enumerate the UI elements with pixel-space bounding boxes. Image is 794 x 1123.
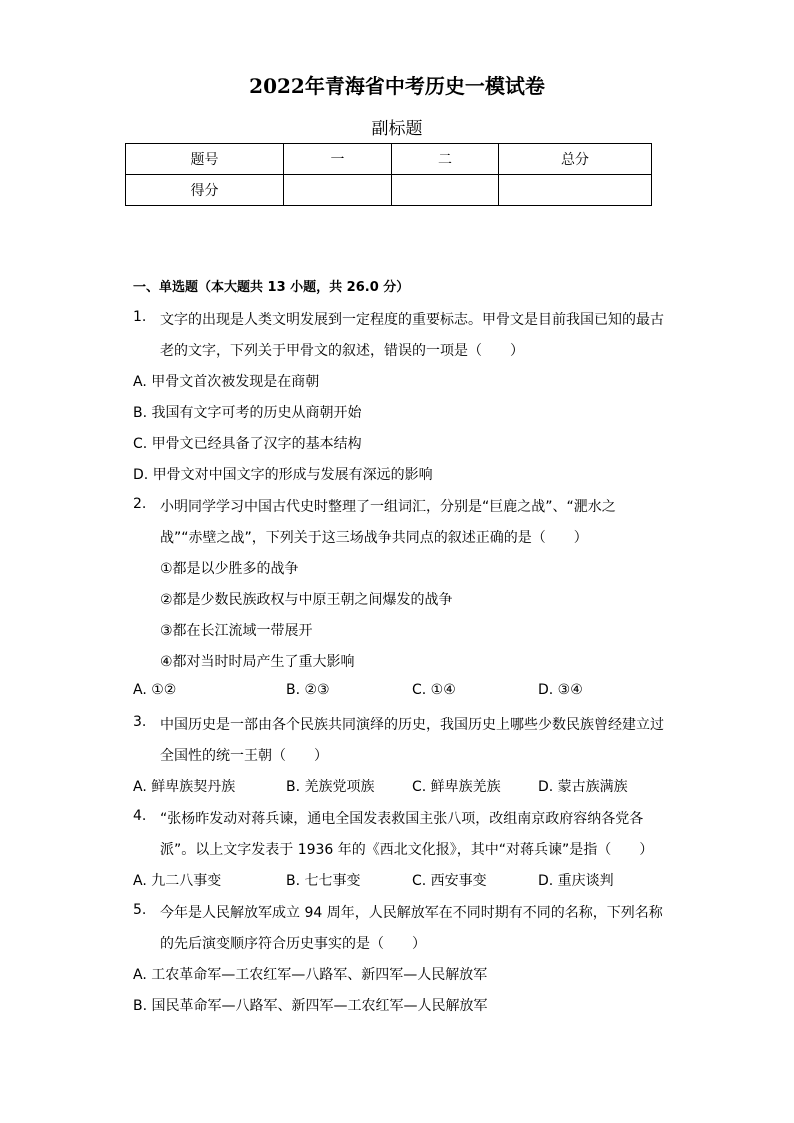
score-cell: 得分: [126, 175, 284, 206]
question-text: 全国性的统一王朝（ ）: [160, 748, 328, 764]
answer-option: A. 甲骨文首次被发现是在商朝: [133, 374, 320, 390]
score-cell: [499, 175, 652, 206]
question-text: 中国历史是一部由各个民族共同演绎的历史，我国历史上哪些少数民族曾经建立过: [160, 717, 664, 733]
question-number: 5.: [133, 902, 147, 918]
statement-item: ②都是少数民族政权与中原王朝之间爆发的战争: [160, 592, 453, 608]
score-cell: 二: [392, 144, 499, 175]
question-text: 的先后演变顺序符合历史事实的是（ ）: [160, 936, 426, 952]
exam-title: 2022年青海省中考历史一模试卷: [249, 74, 545, 98]
answer-option: C. 鲜卑族羌族: [412, 779, 501, 795]
answer-option: A. 九二八事变: [133, 873, 222, 889]
exam-subtitle: 副标题: [371, 119, 423, 139]
score-table-score-row: [126, 175, 652, 206]
answer-option: B. 我国有文字可考的历史从商朝开始: [133, 405, 362, 421]
answer-option: A. ①②: [133, 682, 177, 698]
question-text: 战”“赤壁之战”，下列关于这三场战争共同点的叙述正确的是（ ）: [160, 530, 588, 546]
statement-item: ③都在长江流域一带展开: [160, 623, 313, 639]
answer-option: D. 重庆谈判: [538, 873, 614, 889]
question-number: 4.: [133, 808, 147, 824]
answer-option: B. 羌族党项族: [286, 779, 375, 795]
question-number: 2.: [133, 496, 147, 512]
score-table-header-row: [126, 144, 652, 175]
question-text: 小明同学学习中国古代史时整理了一组词汇，分别是“巨鹿之战”、“淝水之: [160, 499, 616, 515]
section-detail: （本大题共 13 小题，共 26.0 分）: [198, 280, 410, 295]
score-cell: 总分: [499, 144, 652, 175]
answer-option: C. 西安事变: [412, 873, 487, 889]
answer-option: C. 甲骨文已经具备了汉字的基本结构: [133, 436, 362, 452]
question-text: 派”。以上文字发表于 1936 年的《西北文化报》，其中“对蒋兵谏”是指（ ）: [160, 842, 654, 858]
answer-option: B. ②③: [286, 682, 330, 698]
answer-option: D. 蒙古族满族: [538, 779, 628, 795]
section-heading: [133, 276, 409, 295]
question-text: 今年是人民解放军成立 94 周年，人民解放军在不同时期有不同的名称，下列名称: [160, 905, 663, 921]
question-text: 文字的出现是人类文明发展到一定程度的重要标志。甲骨文是目前我国已知的最古: [160, 312, 664, 328]
answer-option: D. ③④: [538, 682, 583, 698]
answer-option: C. ①④: [412, 682, 456, 698]
question-number: 3.: [133, 714, 147, 730]
score-cell: [392, 175, 499, 206]
question-number: 1.: [133, 309, 147, 325]
answer-option: D. 甲骨文对中国文字的形成与发展有深远的影响: [133, 467, 433, 483]
question-text: 老的文字，下列关于甲骨文的叙述，错误的一项是（ ）: [160, 343, 524, 359]
score-cell: 题号: [126, 144, 284, 175]
answer-option: B. 国民革命军—八路军、新四军—工农红军—人民解放军: [133, 998, 488, 1014]
answer-option: A. 鲜卑族契丹族: [133, 779, 236, 795]
score-table: [125, 143, 652, 206]
score-cell: [284, 175, 392, 206]
statement-item: ④都对当时时局产生了重大影响: [160, 654, 355, 670]
statement-item: ①都是以少胜多的战争: [160, 561, 299, 577]
answer-option: B. 七七事变: [286, 873, 361, 889]
question-text: “张杨昨发动对蒋兵谏，通电全国发表救国主张八项，改组南京政府容纳各党各: [160, 811, 644, 827]
score-cell: 一: [284, 144, 392, 175]
answer-option: A. 工农革命军—工农红军—八路军、新四军—人民解放军: [133, 967, 488, 983]
section-label: 一、单选题: [133, 280, 199, 295]
